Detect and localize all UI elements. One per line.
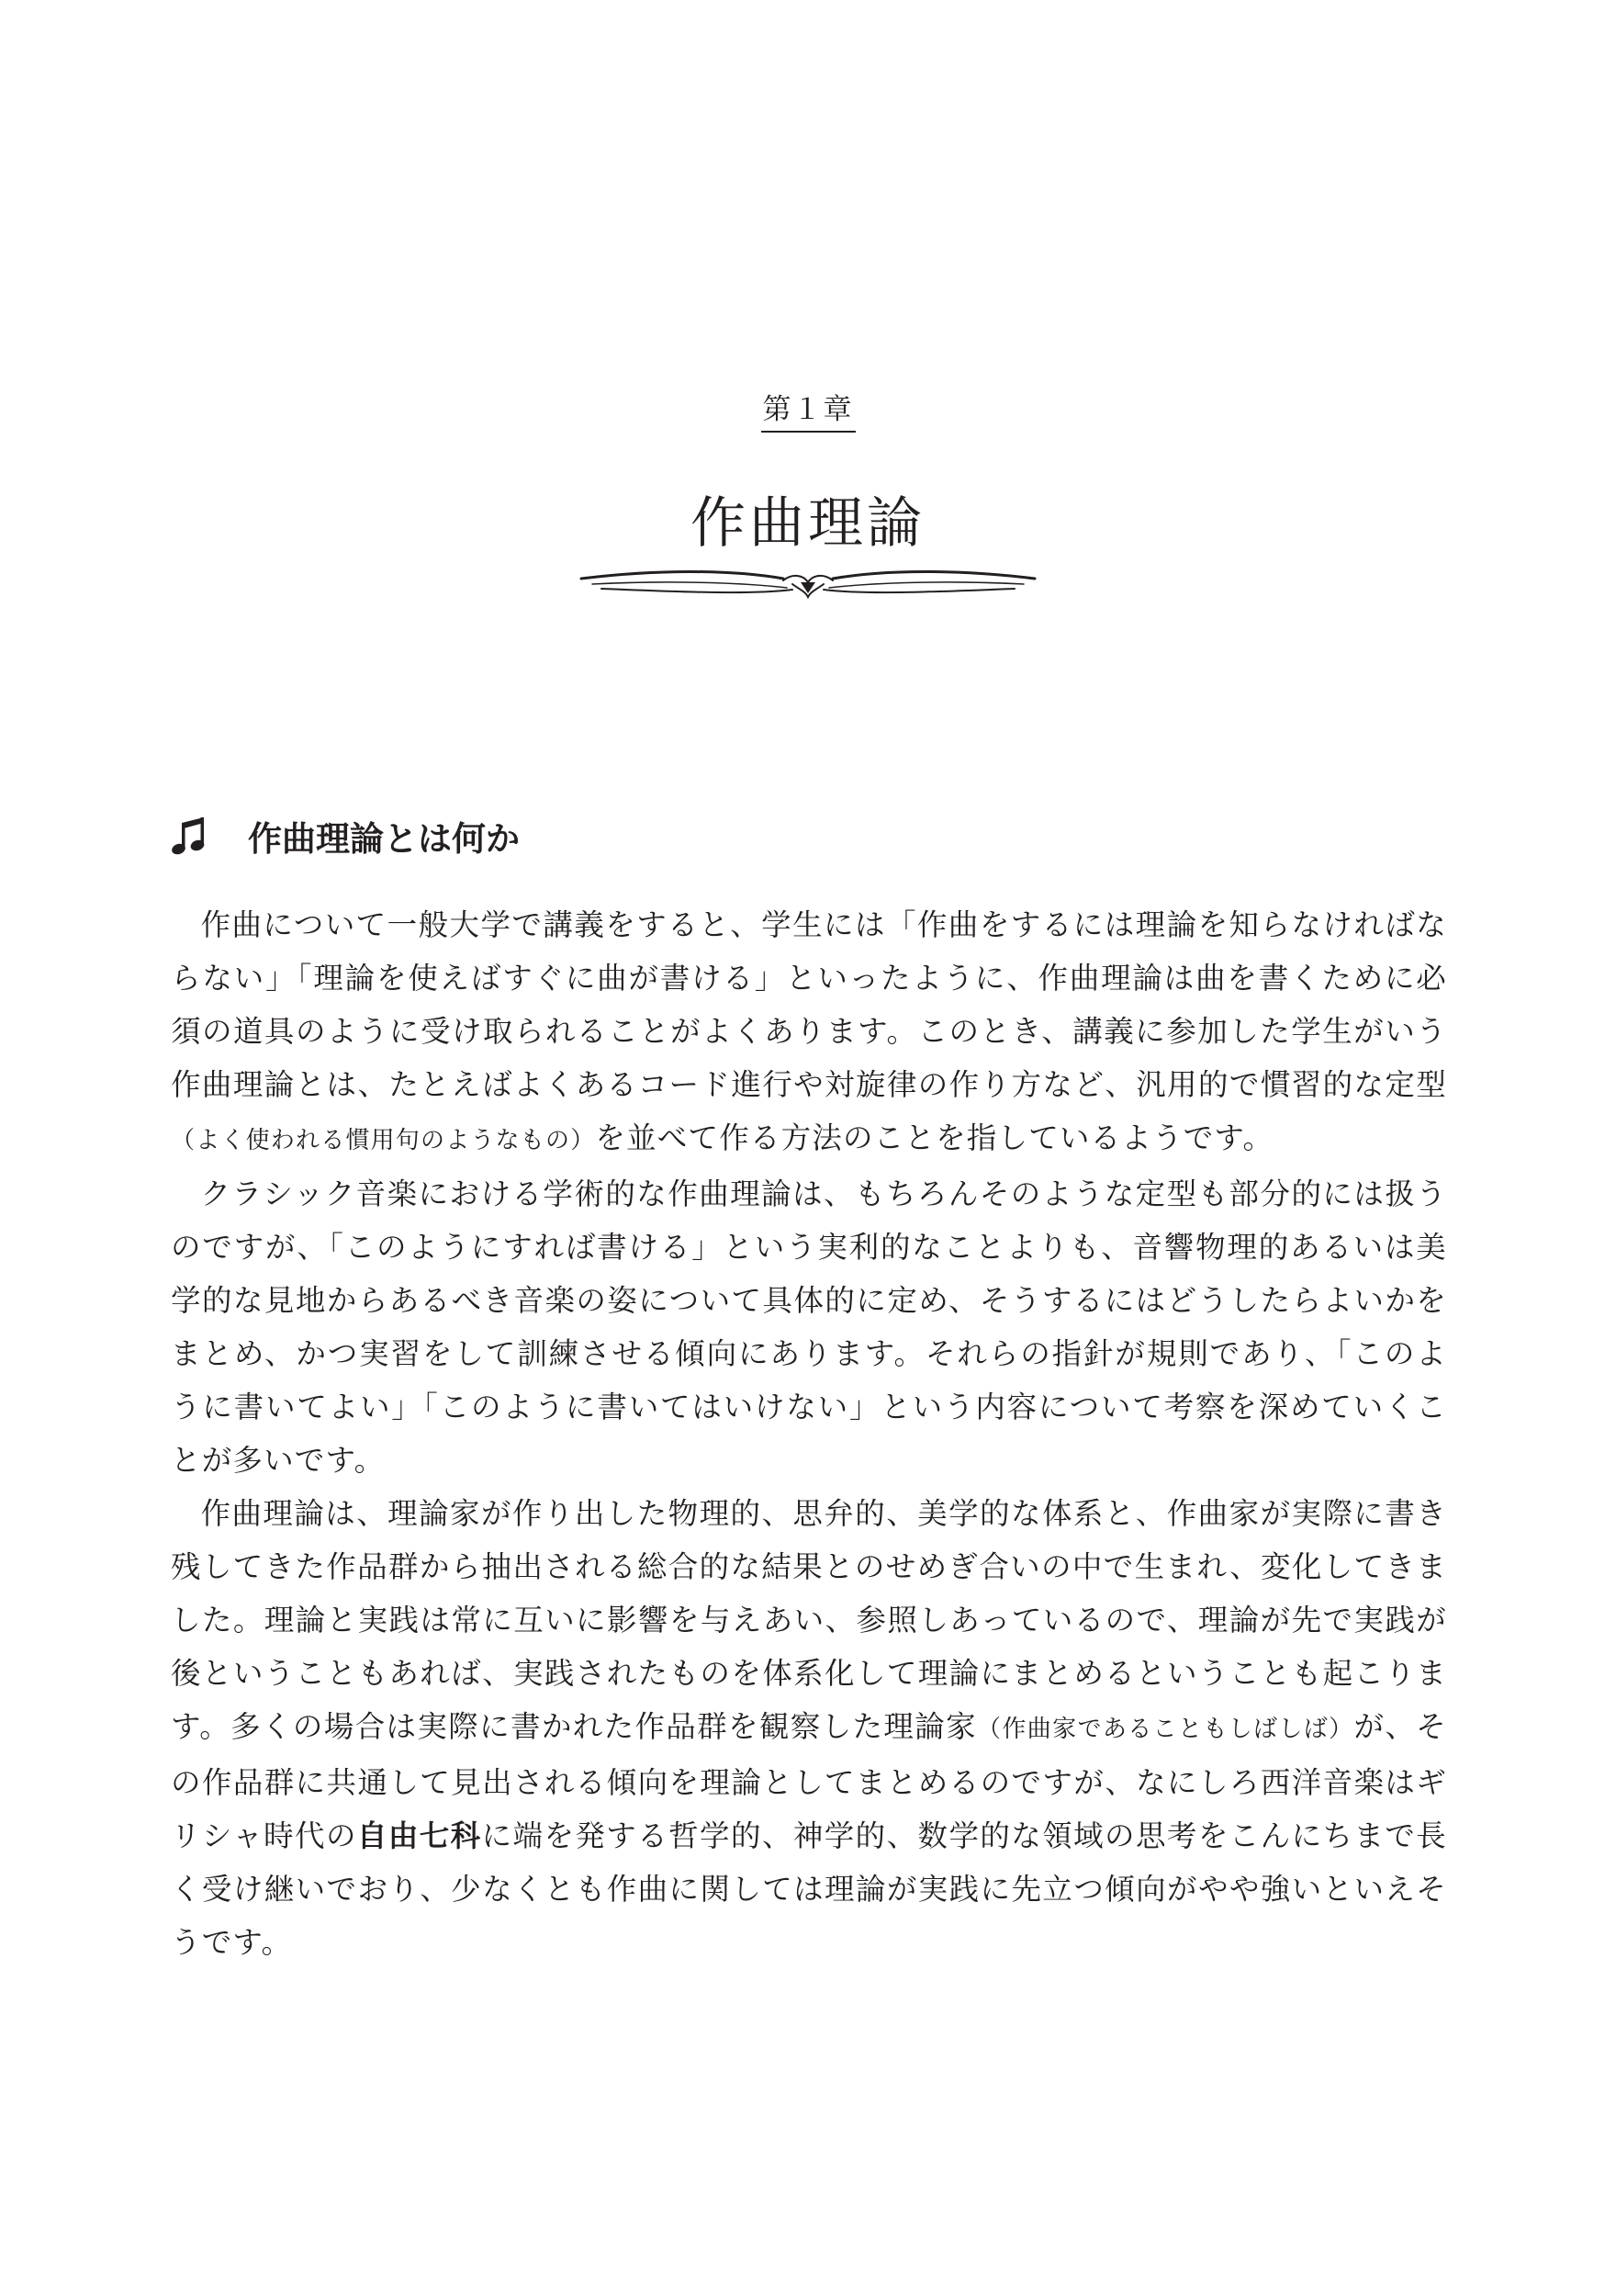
section-heading	[171, 810, 520, 861]
paragraph-3	[171, 1487, 1447, 1969]
paragraph-1-text-end: を並べて作る方法のことを指しているようです。	[595, 1120, 1274, 1155]
paragraph-3-aside: （作曲家であることもしばしば）	[977, 1716, 1354, 1743]
music-note-icon	[171, 816, 208, 856]
paragraph-3-text-mid: が、その作品群に共通して見出される傾向を理論としてまとめるのですが、なにしろ西洋音楽はギリシャ時代の	[171, 1709, 1447, 1853]
paragraph-2-text: クラシック音楽における学術的な作曲理論は、もちろんそのような定型も部分的には扱うのですが、「このようにすれば書ける」という実利的なことよりも、音響物理的あるいは美学的な見地からあるべき音楽の姿について具体的に定め、そうするにはどうしたらよいかをまとめ、かつ実習をして訓練させる傾向にあります。それらの指針が規則であり、「このように書いてよい」「このように書いてはいけない」という内容について考察を深めていくことが多いです。	[171, 1176, 1447, 1478]
chapter-title: 作曲理論	[690, 491, 926, 556]
paragraph-2	[171, 1167, 1447, 1487]
ornament-divider-icon	[574, 562, 1042, 608]
chapter-number	[0, 386, 1616, 433]
paragraph-1-text: 作曲について一般大学で講義をすると、学生には「作曲をするには理論を知らなければならない」「理論を使えばすぐに曲が書ける」といったように、作曲理論は曲を書くために必須の道具のように受け取られることがよくあります。このとき、講義に参加した学生がいう作曲理論とは、たとえばよくあるコード進行や対旋律の作り方など、汎用的で慣習的な定型	[171, 907, 1447, 1102]
keyword-liberal-arts: 自由七科	[356, 1818, 482, 1853]
chapter-number-label: 第１章	[761, 386, 856, 433]
paragraph-3-text: 作曲理論は、理論家が作り出した物理的、思弁的、美学的な体系と、作曲家が実際に書き残してきた作品群から抽出される総合的な結果とのせめぎ合いの中で生まれ、変化してきました。理論と実践は常に互いに影響を与えあい、参照しあっているので、理論が先で実践が後ということもあれば、実践されたものを体系化して理論にまとめるということも起こります。多くの場合は実際に書かれた作品群を観察した理論家	[171, 1496, 1447, 1744]
paragraph-3-text-end: に端を発する哲学的、神学的、数学的な領域の思考をこんにちまで長く受け継いでおり、少なくとも作曲に関しては理論が実践に先立つ傾向がやや強いといえそうです。	[171, 1818, 1447, 1960]
section-heading-text: 作曲理論とは何か	[248, 819, 520, 859]
paragraph-1-aside: （よく使われる慣用句のようなもの）	[171, 1127, 596, 1154]
paragraph-1	[171, 898, 1447, 1167]
body-text	[171, 898, 1447, 1969]
